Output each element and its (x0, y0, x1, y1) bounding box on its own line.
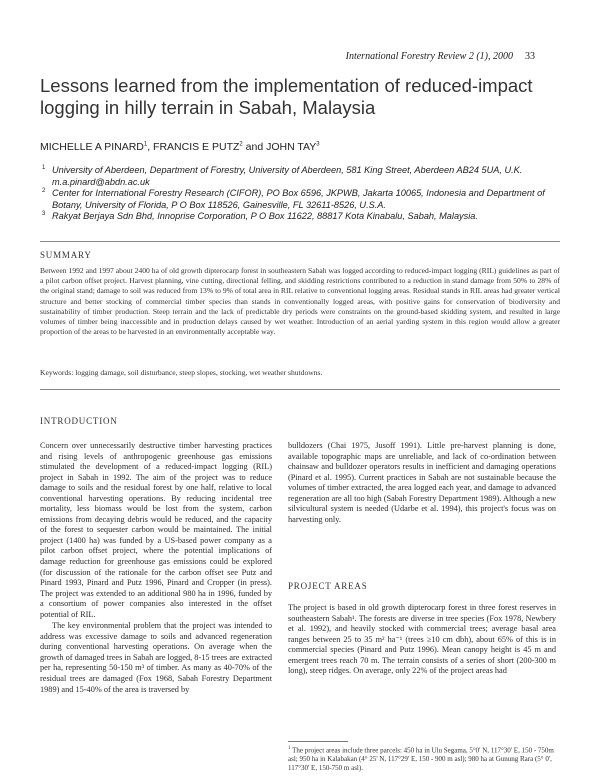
author-1: MICHELLE A PINARD (40, 141, 144, 153)
project-areas-heading: PROJECT AREAS (288, 581, 368, 591)
keywords-label: Keywords: (40, 368, 74, 377)
introduction-heading: INTRODUCTION (40, 416, 118, 426)
journal-name: International Forestry Review 2 (1), 2000 (345, 51, 513, 62)
author-2-affil-mark: 2 (239, 141, 243, 148)
affiliation-1 (40, 165, 570, 188)
author-3-affil-mark: 3 (316, 141, 320, 148)
footnote (288, 744, 556, 773)
author-3: and JOHN TAY (242, 141, 317, 153)
project-areas-paragraph: The project is based in old growth dipterocarp forest in three forest reserves in southeastern Sabah¹. The forests are diverse in tree species (Fox 1978, Newbery et al. 1992), and heavily stocked with commercial trees; average basal area ranges between 25 to 35 m² ha⁻¹ (trees ≥10 cm dbh), about 65% of this is in commercial species (Pinard and Putz 1996). Mean canopy height is 45 m and emergent trees reach 70 m. The terrain consists of a series of short (200-300 m long), steep ridges. On average, only 22% of the project areas had (288, 603, 556, 676)
paper-title: Lessons learned from the implementation of reduced-impact logging in hilly terrain in Sabah, Malaysia (40, 75, 533, 118)
affiliations (40, 165, 570, 223)
right-column-top (288, 441, 556, 526)
divider-bottom (40, 389, 560, 390)
affiliation-number: 2 (42, 188, 46, 195)
affiliation-3 (40, 211, 570, 223)
affiliation-2 (40, 188, 570, 211)
author-2: , FRANCIS E PUTZ (147, 141, 240, 153)
affiliation-text: Rakyat Berjaya Sdn Bhd, Innoprise Corporation, P O Box 11622, 88817 Kota Kinabalu, Sabah, Malaysia. (52, 211, 478, 222)
author-list (40, 141, 320, 153)
right-column-bottom (288, 603, 556, 678)
footnote-text: The project areas include three parcels: 450 ha in Ulu Segama, 5°0' N, 117°30' E, 150 - 750m asl; 950 ha in Kalabakan (4° 25' N, 117°29' E, 150 - 900 m asl); 980 ha at Gunung Rara (5° 0', 117°30' E, 150-750 m asl). (288, 746, 554, 773)
summary-heading: SUMMARY (40, 250, 92, 260)
intro-continuation: bulldozers (Chai 1975, Jusoff 1991). Little pre-harvest planning is done, available topographic maps are unreliable, and lack of co-ordination between chainsaw and bulldozer operators results in inefficient and damaging operations (Pinard et al. 1995). Current practices in Sabah are not sustainable because the volumes of timber extracted, the area logged each year, and damage to advanced regeneration are all too high (Sabah Forestry Department 1989). Although a new silvicultural system is needed (Udarbe et al. 1994), this project's focus was on harvesting only. (288, 441, 556, 524)
affiliation-number: 1 (42, 165, 46, 171)
intro-paragraph-2: The key environmental problem that the project was intended to address was excessive damage to soils and advanced regeneration during conventional harvesting operations. On average when the growth of damaged trees in Sabah are logged, 8-15 trees are extracted per ha, representing 50-150 m³ of timber. As many as 40-70% of the residual trees are damaged (Fox 1968, Sabah Forestry Department 1989) and 15-40% of the area is traversed by (40, 621, 272, 694)
author-1-affil-mark: 1 (143, 141, 148, 148)
footnote-number: 1 (288, 746, 291, 751)
left-column (40, 441, 272, 696)
running-head (346, 51, 535, 62)
abstract-text: Between 1992 and 1997 about 2400 ha of old growth dipterocarp forest in southeastern Sabah was logged according to reduced-impact logging (RIL) guidelines as part of a pilot carbon offset project. Harvest planning, vine cutting, directional felling, and skidding restrictions contributed to a reduction in stand damage from 50% to 28% of the original stand; damage to soil was reduced from 13% to 9% of total area in RIL relative to conventional logging areas. Residual stands in RIL areas had greater vertical structure and better stocking of commercial timber species than stands in conventionally logged areas, with positive gains for conservation of biodiversity and sustainability of timber production. Steep terrain and the lack of predictable dry periods were constraints on the ground-based skidding system, and resulted in large volumes of timber being inaccessible and in production delays caused by wet weather. Introduction of an aerial yarding system in this region would allow a greater proportion of the areas to be harvested in an environmentally acceptable way. (40, 266, 560, 337)
page-number: 33 (525, 51, 535, 62)
keywords (40, 368, 560, 377)
intro-paragraph-1: Concern over unnecessarily destructive timber harvesting practices and rising levels of anthropogenic greenhouse gas emissions stimulated the development of a reduced-impact logging (RIL) project in Sabah in 1992. The aim of the project was to reduce damage to soils and the residual forest by one half, relative to local conventional harvesting operations. By reducing incidental tree mortality, less biomass would be lost from the system, carbon emissions from decaying debris would be reduced, and the capacity of the forest to sequester carbon would be maintained. The initial project (1400 ha) was funded by a US-based power company as a pilot carbon offset project, where the potential implications of damage reduction for greenhouse gas emissions could be explored (for discussion of the rationale for the carbon offset see Putz and Pinard 1993, Pinard and Putz 1996, Pinard and Cropper (in press). The project was extended to an additional 980 ha in 1996, funded by a consortium of power companies also interested in the offset potential of RIL. (40, 441, 272, 619)
affiliation-number: 3 (42, 211, 46, 218)
footnote-divider (288, 741, 348, 742)
divider-top (40, 241, 560, 242)
keywords-list: logging damage, soil disturbance, steep slopes, stocking, wet weather shutdowns. (73, 368, 323, 377)
affiliation-text: University of Aberdeen, Department of Forestry, University of Aberdeen, 581 King Street, Aberdeen AB24 5UA, U.K. m.a.pinard@abdn.ac.uk (52, 165, 523, 187)
affiliation-text: Center for International Forestry Research (CIFOR), PO Box 6596, JKPWB, Jakarta 10065, Indonesia and Department of Botany, University of Florida, P O Box 118526, Gainesville, FL 32611-8526, U.S.A. (52, 188, 545, 210)
